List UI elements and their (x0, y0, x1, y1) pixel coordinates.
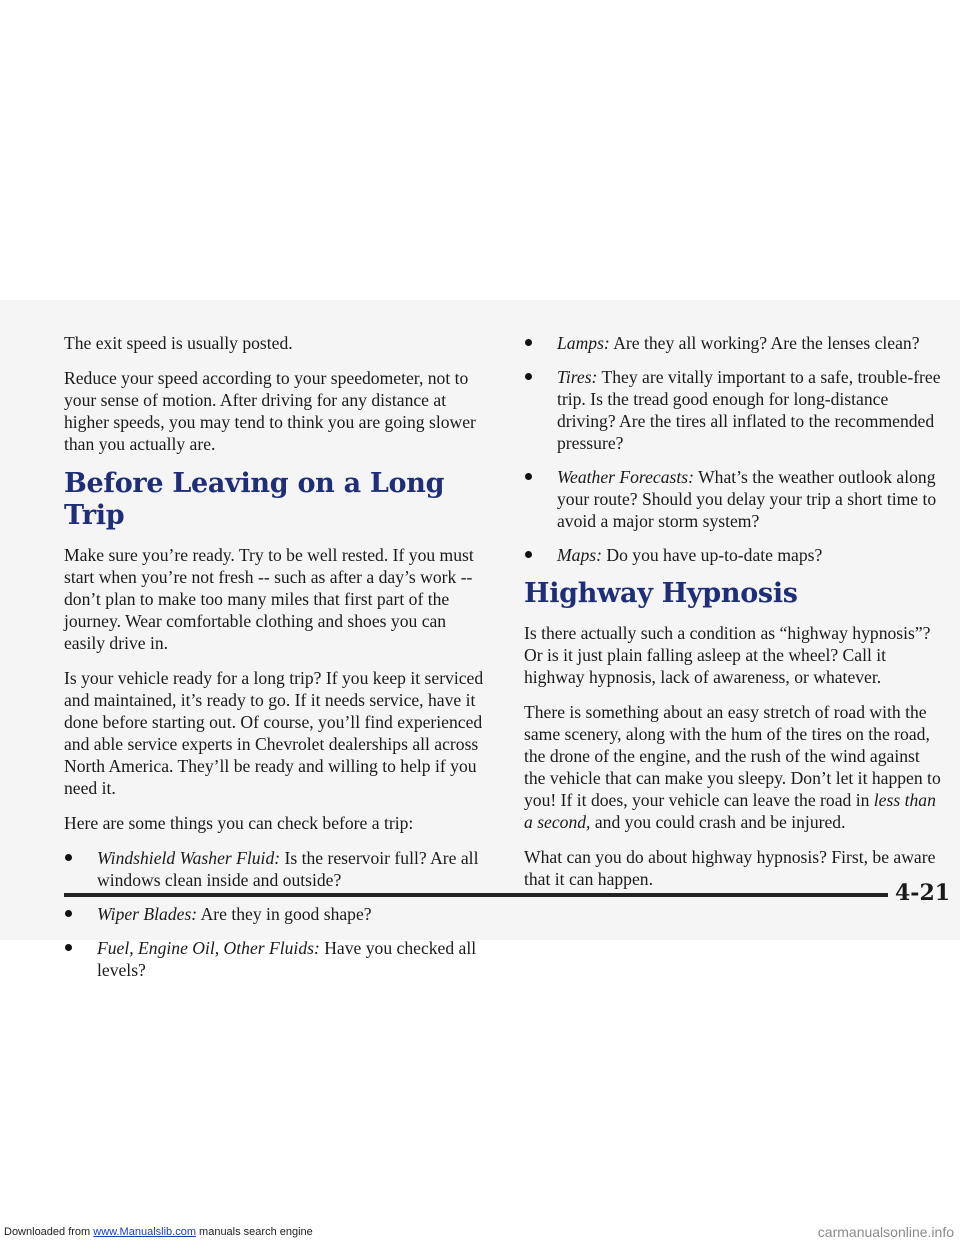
paragraph-hypnosis-danger (524, 701, 944, 833)
paragraph-reduce-speed: Reduce your speed according to your speedometer, not to your sense of motion. After driving for any distance at higher speeds, you may tend to think you are going slower than you actually are. (64, 368, 476, 454)
emphasis-text: less than a second, (524, 790, 936, 832)
list-item (524, 466, 944, 532)
list-item-term: Wiper Blades: (97, 904, 198, 924)
list-item-term: Windshield Washer Fluid: (97, 848, 281, 868)
bullet-icon (65, 910, 72, 917)
download-footer (0, 1222, 960, 1242)
list-item (64, 903, 484, 925)
bullet-icon (65, 944, 72, 951)
heading-long-trip: Before Leaving on a Long Trip (64, 468, 445, 531)
bullet-icon (525, 339, 532, 346)
list-item (524, 332, 944, 354)
list-item-text: Have you checked all levels? (97, 938, 477, 980)
paragraph-be-ready: Make sure you’re ready. Try to be well rested. If you must start when you’re not fresh -- such as after a day’s work -- don’t plan to make too many miles that first part of the journey. Wear comfortable clothing and shoes you can easily drive in. (64, 545, 474, 653)
paragraph-hypnosis-definition: Is there actually such a condition as “highway hypnosis”? Or is it just plain falling asleep at the wheel? Call it highway hypnosis, lack of awareness, or whatever. (524, 623, 931, 687)
page-number: 4-21 (895, 880, 951, 906)
list-item (64, 937, 484, 981)
bullet-icon (65, 854, 72, 861)
text-segment: and you could crash and be injured. (590, 812, 846, 832)
list-item-text: Are they all working? Are the lenses clean? (609, 333, 920, 353)
paragraph-checklist-intro: Here are some things you can check before a trip: (64, 813, 414, 833)
text-segment: There is something about an easy stretch of road with the same scenery, along with the hum of the tires on the road, the drone of the engine, and the rush of the wind against the vehicle that can make you sleepy. Don’t let it happen to you! If it does, your vehicle can leave the road in (524, 702, 941, 810)
list-item-text: Is the reservoir full? Are all windows clean inside and outside? (97, 848, 479, 890)
list-item-text: What’s the weather outlook along your route? Should you delay your trip a short time to avoid a major storm system? (557, 467, 937, 531)
manualslib-link[interactable]: www.Manualslib.com (93, 1226, 196, 1238)
bullet-icon (525, 551, 532, 558)
list-item (524, 544, 944, 566)
paragraph-hypnosis-awareness: What can you do about highway hypnosis? First, be aware that it can happen. (524, 847, 936, 889)
bullet-icon (525, 473, 532, 480)
heading-highway-hypnosis: Highway Hypnosis (524, 578, 798, 609)
list-item-term: Lamps: (557, 333, 610, 353)
watermark: carmanualsonline.info (817, 1224, 954, 1240)
checklist-right (524, 332, 944, 566)
list-item (64, 847, 484, 891)
checklist-left (64, 847, 484, 981)
download-credit (4, 1222, 313, 1242)
bullet-icon (525, 373, 532, 380)
right-column (524, 332, 944, 903)
list-item-term: Weather Forecasts: (557, 467, 694, 487)
paragraph-exit-speed: The exit speed is usually posted. (64, 333, 293, 353)
list-item-term: Tires: (557, 367, 598, 387)
list-item-text: They are vitally important to a safe, trouble-free trip. Is the tread good enough for long-distance driving? Are the tires all inflated to the recommended pressure? (557, 367, 941, 453)
footer-rule (64, 893, 888, 897)
list-item-term: Maps: (557, 545, 602, 565)
download-suffix: manuals search engine (195, 1226, 313, 1238)
list-item-text: Are they in good shape? (197, 904, 372, 924)
list-item-text: Do you have up-to-date maps? (601, 545, 823, 565)
download-prefix: Downloaded from (4, 1226, 94, 1238)
paragraph-vehicle-ready: Is your vehicle ready for a long trip? If you keep it serviced and maintained, it’s ready to go. If it needs service, have it done before starting out. Of course, you’ll find experienced and able service experts in Chevrolet dealerships all across North America. They’ll be ready and willing to help if you need it. (64, 668, 484, 798)
list-item (524, 366, 944, 454)
list-item-term: Fuel, Engine Oil, Other Fluids: (97, 938, 320, 958)
